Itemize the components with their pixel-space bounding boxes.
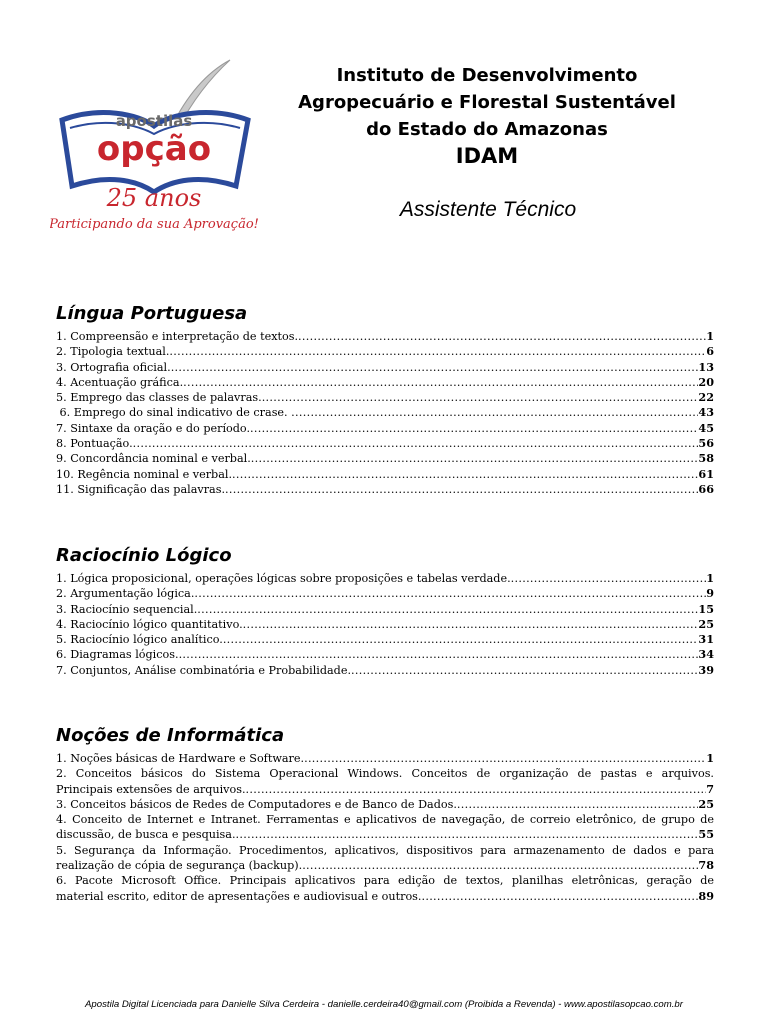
institution-line-2: Agropecuário e Florestal Sustentável — [298, 92, 676, 113]
job-role: Assistente Técnico — [399, 198, 577, 221]
toc-entry — [56, 663, 714, 678]
toc-entry — [56, 482, 714, 497]
toc-entry-page: 61 — [698, 466, 714, 481]
toc-entry-lead: 4. Conceito de Internet e Intranet. Ferramentas e aplicativos de navegação, de correio eletrônico, de grupo de — [56, 813, 714, 827]
toc-entry-page: 58 — [698, 451, 714, 466]
institution-line-3: do Estado do Amazonas — [366, 119, 608, 140]
toc-entry — [56, 344, 714, 359]
toc-entry-text: material escrito, editor de apresentações e audiovisual e outros. — [56, 889, 422, 903]
toc-entry-text: 6. Diagramas lógicos. — [56, 648, 179, 662]
toc-entry — [56, 405, 714, 420]
toc-entry — [56, 602, 714, 617]
toc-entry-text: 7. Conjuntos, Análise combinatória e Probabilidade. — [56, 663, 352, 677]
toc-entry-page: 43 — [698, 405, 714, 420]
toc-entry-page: 89 — [698, 888, 714, 903]
toc-entry-page: 39 — [698, 662, 714, 677]
toc-entry-text: realização de cópia de segurança (backup). — [56, 859, 303, 873]
institution-line-1: Instituto de Desenvolvimento — [336, 65, 638, 86]
toc-entry-page: 78 — [698, 858, 714, 873]
toc-entry-page: 22 — [698, 390, 714, 405]
toc-entry-page: 1 — [706, 571, 714, 585]
toc-entry-text: 9. Concordância nominal e verbal. — [56, 452, 251, 466]
toc-entry-page: 31 — [698, 632, 714, 647]
toc-entry-page: 66 — [698, 481, 714, 496]
section-title: Noções de Informática — [56, 725, 285, 746]
section-title: Raciocínio Lógico — [56, 545, 232, 566]
toc-entry-text: Principais extensões de arquivos. — [56, 782, 246, 796]
toc-entry — [56, 586, 714, 601]
toc-entry — [56, 843, 714, 874]
toc-entry — [56, 421, 714, 436]
toc-entry-lead: 5. Segurança da Informação. Procedimentos, aplicativos, dispositivos para armazenamento de dados e para — [56, 843, 714, 857]
toc-entry-text: 2. Argumentação lógica. — [56, 587, 195, 601]
logo-slogan: Participando da sua Aprovação! — [50, 217, 259, 232]
section-lingua-portuguesa — [56, 302, 714, 497]
toc-entry-text: 11. Significação das palavras. — [56, 482, 226, 496]
section-nocoes-de-informatica — [56, 724, 714, 904]
toc-entry-text: 10. Regência nominal e verbal. — [56, 467, 233, 481]
toc-entry-text: 3. Conceitos básicos de Redes de Computadores e de Banco de Dados. — [56, 797, 457, 811]
toc-entry — [56, 436, 714, 451]
toc-entry — [56, 571, 714, 586]
section-raciocinio-logico — [56, 544, 714, 678]
toc-entry-text: 4. Acentuação gráfica. — [56, 375, 184, 389]
toc-entry — [56, 647, 714, 662]
toc-entry-text: 7. Sintaxe da oração e do período. — [56, 421, 251, 435]
toc-entry-page: 1 — [706, 751, 714, 765]
toc-entry-text: 6. Emprego do sinal indicativo de crase. — [56, 406, 292, 420]
toc-entry — [56, 329, 714, 344]
toc-entry-page: 25 — [698, 796, 714, 811]
toc-entry — [56, 451, 714, 466]
apostilas-opcao-logo — [50, 56, 260, 242]
logo-years: 25 anos — [106, 184, 202, 212]
toc-entry-page: 34 — [698, 647, 714, 662]
toc-entry-page: 15 — [698, 601, 714, 616]
toc-entry-lead: 2. Conceitos básicos do Sistema Operacional Windows. Conceitos de organização de pastas e arquivos. — [56, 767, 714, 781]
toc-entry-text: 1. Noções básicas de Hardware e Software. — [56, 752, 305, 765]
toc-entry-text: 3. Ortografia oficial. — [56, 360, 171, 374]
toc-entry — [56, 360, 714, 375]
toc-entry — [56, 375, 714, 390]
toc-entry-page: 56 — [698, 436, 714, 451]
toc-entry — [56, 751, 714, 766]
toc-entry-text: 5. Raciocínio lógico analítico. — [56, 633, 223, 647]
toc-entry-page: 9 — [706, 586, 714, 601]
toc-entry-text: 5. Emprego das classes de palavras. — [56, 391, 262, 405]
page-footer: Apostila Digital Licenciada para Danielle Silva Cerdeira - danielle.cerdeira40@gmail.com (Proibida a Revenda) - www.apostilasopcao.com.br — [85, 999, 683, 1010]
toc-entry — [56, 797, 714, 812]
toc-entry-text: 3. Raciocínio sequencial. — [56, 602, 198, 616]
toc-entry-text: discussão, de busca e pesquisa. — [56, 828, 236, 842]
toc-entry-text: 8. Pontuação. — [56, 437, 133, 451]
section-title: Língua Portuguesa — [56, 303, 248, 324]
toc-entry — [56, 632, 714, 647]
institution-acronym: IDAM — [455, 144, 519, 168]
toc-entry-text: 2. Tipologia textual. — [56, 345, 170, 359]
toc-entry-page: 25 — [698, 616, 714, 631]
toc-entry-page: 45 — [698, 420, 714, 435]
toc-entry-page: 6 — [706, 344, 714, 359]
toc-entry-page: 1 — [706, 329, 714, 343]
toc-entry-page: 13 — [698, 359, 714, 374]
toc-entry — [56, 812, 714, 843]
toc-entry — [56, 617, 714, 632]
toc-entry-text: 4. Raciocínio lógico quantitativo. — [56, 617, 243, 631]
toc-entry — [56, 467, 714, 482]
toc-entry — [56, 873, 714, 904]
institution-title — [262, 62, 712, 170]
toc-entry-text: 1. Lógica proposicional, operações lógicas sobre proposições e tabelas verdade. — [56, 572, 511, 585]
logo-brand-top: apostilas — [115, 112, 193, 130]
toc-entry — [56, 390, 714, 405]
toc-entry-page: 55 — [698, 827, 714, 842]
toc-entry-text: 1. Compreensão e interpretação de textos. — [56, 330, 299, 343]
toc-entry-page: 20 — [698, 374, 714, 389]
toc-entry-lead: 6. Pacote Microsoft Office. Principais aplicativos para edição de textos, planilhas eletrônicas, geração de — [56, 874, 714, 888]
toc-entry — [56, 766, 714, 797]
logo-brand-main: opção — [96, 129, 212, 169]
toc-entry-page: 7 — [706, 781, 714, 796]
